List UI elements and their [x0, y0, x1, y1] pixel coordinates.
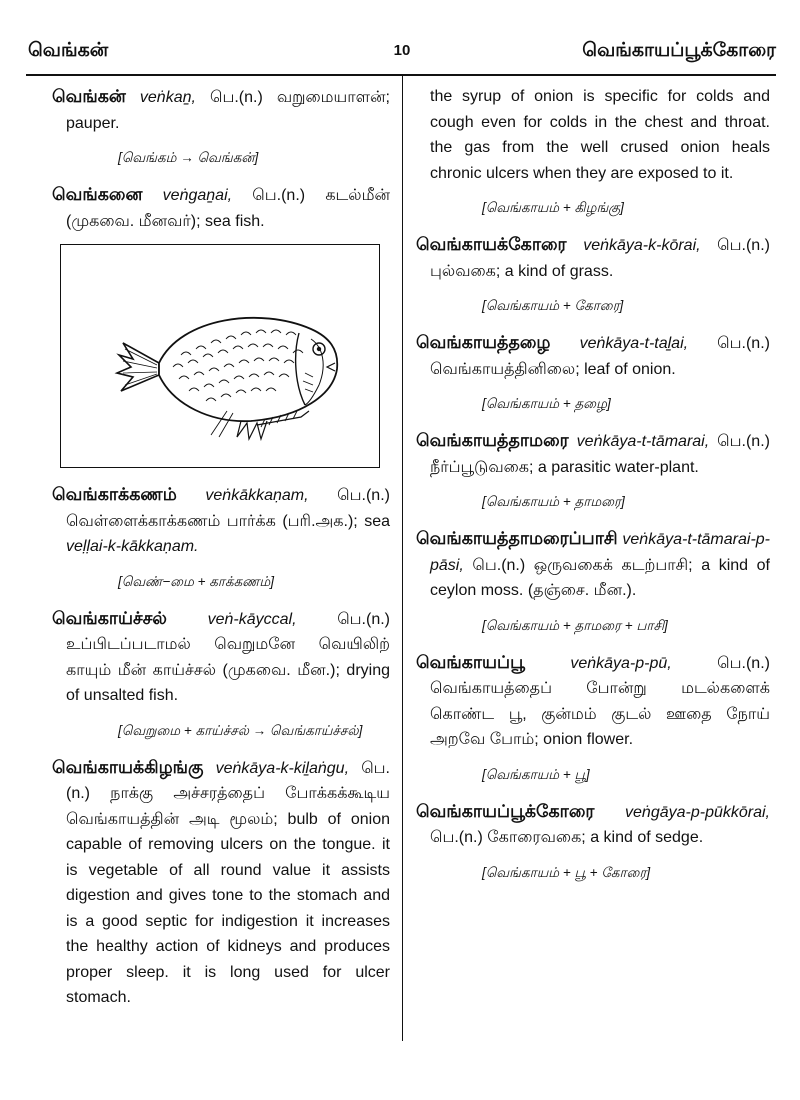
transliteration: veṅgāya-p-pūkkōrai, [625, 803, 770, 821]
headword: வெங்காக்கணம் [52, 484, 177, 504]
headword: வெங்காயப்பூ [416, 651, 525, 672]
headword: வெங்காயத்தாமரை [416, 430, 569, 450]
dictionary-entry [416, 799, 770, 851]
dictionary-entry [416, 330, 770, 382]
transliteration: veṅkāya-t-tāmarai-p-pāsi, [430, 531, 770, 574]
etymology: [வெங்கம் → வெங்கன்] [118, 150, 259, 165]
dictionary-entry [416, 526, 770, 604]
headword: வெங்கனை [52, 184, 143, 204]
etymology: [வெங்காயம் + தாமரை] [482, 494, 625, 509]
transliteration: veṅkāya-k-kōrai, [583, 237, 701, 254]
etymology: [வெங்காயம் + பூ] [482, 766, 590, 782]
cross-reference: veḷḷai-k-kākkaṇam. [66, 538, 199, 555]
transliteration: veṅkāya-p-pū, [570, 654, 672, 672]
page-header [28, 26, 776, 66]
transliteration: veṅkāya-k-kiḻaṅgu, [215, 759, 350, 777]
etymology: [வெங்காயம் + பூ + கோரை] [482, 864, 651, 880]
fish-drawing [61, 245, 379, 467]
dictionary-entry [52, 84, 390, 136]
definition: பெ.(n.) புல்வகை; a kind of grass. [430, 237, 770, 280]
left-column [52, 84, 390, 1011]
dictionary-entry [52, 182, 390, 234]
etymology: [வெங்காயம் + தழை] [482, 396, 611, 411]
transliteration: veṅkākkaṇam, [205, 487, 309, 504]
etymology: [வெங்காயம் + தாமரை + பாசி] [482, 617, 668, 633]
dictionary-entry [52, 755, 390, 1011]
transliteration: veṅkāya-t-taḻai, [579, 335, 689, 352]
definition: பெ.(n.) நாக்கு அச்சரத்தைப் போக்கக்கூடிய வெங்காயத்தின் அடி மூலம்; bulb of onion capable of removing ulcers on the tongue. it is vegetable of all round value it assists digestion and gives tone to the stomach and is a good septic for indigestion it increases the healthy action of kidneys and produces proper sleep. it is long used for ulcer stomach. [66, 759, 390, 1006]
etymology: [வெறுமை + காய்ச்சல் → வெங்காய்ச்சல்] [118, 722, 363, 738]
definition: பெ.(n.) வெங்காயத்தினிலை; leaf of onion. [430, 335, 770, 378]
right-column [416, 84, 770, 897]
headword: வெங்காயப்பூக்கோரை [416, 800, 595, 821]
headword: வெங்கன் [52, 86, 126, 106]
definition: பெ.(n.) வெள்ளைக்காக்கணம் பார்க்க (பரி.அக.); sea [66, 487, 390, 530]
definition: பெ.(n.) வெங்காயத்தைப் போன்று மடல்களைக் கொண்ட பூ, குன்மம் குடல் ஊதை நோய் அறவே போம்; onion flower. [430, 654, 770, 748]
dictionary-entry [416, 428, 770, 480]
header-rule [26, 74, 776, 76]
transliteration: veṅ-kāyccal, [207, 610, 297, 628]
headword: வெங்காயத்தழை [416, 332, 551, 352]
dictionary-entry [52, 482, 390, 560]
dictionary-entry [52, 606, 390, 709]
definition: பெ.(n.) நீர்ப்பூடுவகை; a parasitic water-plant. [430, 433, 770, 476]
etymology: [வெண்−மை + காக்கணம்] [118, 573, 275, 589]
fish-illustration [60, 244, 380, 468]
dictionary-entry [416, 650, 770, 753]
definition-continuation: the syrup of onion is specific for colds and cough even for colds in the chest and throat. the gas from the well crused onion heals chronic ulcers when they are exposed to it. [430, 88, 770, 182]
transliteration: veṅgaṉai, [162, 187, 233, 204]
dictionary-entry [416, 232, 770, 284]
headword: வெங்காயக்கிழங்கு [52, 756, 204, 777]
header-last-word: வெங்காயப்பூக்கோரை [582, 40, 776, 61]
page-number: 10 [393, 42, 411, 59]
column-divider [402, 76, 403, 1041]
definition: பெ.(n.) கோரைவகை; a kind of sedge. [430, 829, 704, 846]
headword: வெங்காய்ச்சல் [52, 607, 167, 628]
definition: பெ.(n.) உப்பிடப்படாமல் வெறுமனே வெயிலிற் காயும் மீன் காய்ச்சல் (முகவை. மீன.); drying of unsalted fish. [66, 610, 390, 704]
headword: வெங்காயக்கோரை [416, 234, 567, 254]
transliteration: veṅkaṉ, [139, 89, 196, 106]
etymology: [வெங்காயம் + கோரை] [482, 298, 624, 313]
definition: பெ.(n.) ஒருவகைக் கடற்பாசி; a kind of ceylon moss. (தஞ்சை. மீன.). [430, 556, 770, 599]
etymology: [வெங்காயம் + கிழங்கு] [482, 200, 624, 215]
header-first-word: வெங்கன் [28, 40, 109, 61]
definition: பெ.(n.) வறுமையாளன்; pauper. [66, 89, 390, 132]
transliteration: veṅkāya-t-tāmarai, [576, 433, 710, 450]
definition: பெ.(n.) கடல்மீன் (முகவை. மீனவர்); sea fish. [66, 187, 391, 230]
headword: வெங்காயத்தாமரைப்பாசி [416, 528, 618, 548]
